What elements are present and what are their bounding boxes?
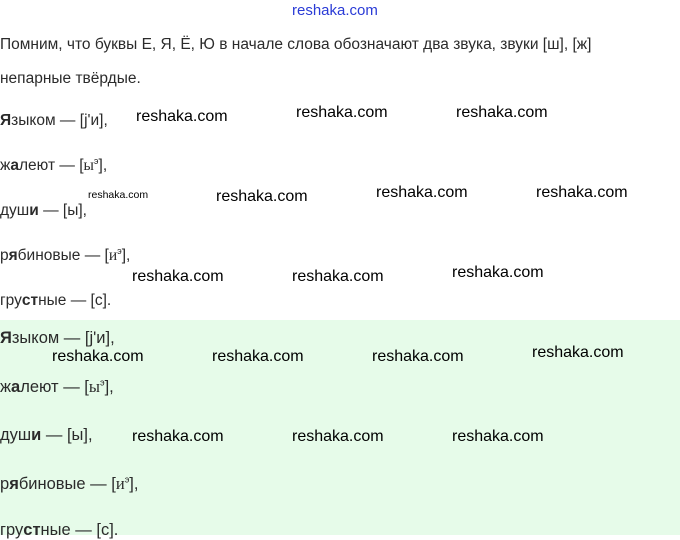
bracket: ] xyxy=(105,329,111,347)
bracket: ] xyxy=(129,475,134,493)
bracket: ] xyxy=(121,247,127,264)
dash: — xyxy=(70,521,97,539)
dash: — xyxy=(58,378,85,396)
watermark: reshaka.com xyxy=(52,348,144,365)
punct: , xyxy=(102,157,108,174)
transcription: ы xyxy=(71,426,84,444)
answer-line xyxy=(0,377,114,397)
transcription: и xyxy=(115,474,125,493)
word-start: душ xyxy=(0,202,30,219)
bracket: ] xyxy=(78,202,83,219)
answer-line xyxy=(0,329,115,348)
bracket: [ xyxy=(84,329,90,347)
intro-line-2: непарные твёрдые. xyxy=(0,70,141,87)
transcription-sup: э xyxy=(99,377,105,388)
word-start: гру xyxy=(0,292,22,309)
bracket: [ xyxy=(104,247,109,264)
word-line xyxy=(0,247,130,265)
word-accent: Я xyxy=(0,329,12,347)
dash: — xyxy=(55,112,80,129)
dash: — xyxy=(59,329,85,347)
word-accent: Я xyxy=(0,112,12,129)
transcription: с xyxy=(100,521,110,539)
site-logo[interactable]: reshaka.com xyxy=(292,2,378,19)
transcription: и xyxy=(108,247,118,264)
word-accent: я xyxy=(8,247,18,264)
bracket: [ xyxy=(111,475,116,493)
word-line xyxy=(0,157,107,175)
dash: — xyxy=(80,247,105,264)
bracket: [ xyxy=(84,378,89,396)
word-accent: и xyxy=(31,426,42,444)
punct: , xyxy=(110,329,115,347)
word-accent: а xyxy=(11,378,21,396)
watermark: reshaka.com xyxy=(452,264,544,281)
punct: , xyxy=(109,378,114,396)
intro-line-1: Помним, что буквы Е, Я, Ё, Ю в начале слова обозначают два звука, звуки [ш], [ж] xyxy=(0,36,592,53)
transcription-sup: э xyxy=(93,155,99,166)
word-rest: ные xyxy=(38,292,67,309)
transcription-sup: э xyxy=(117,245,122,256)
bracket: [ xyxy=(79,157,84,174)
word-start: душ xyxy=(0,426,32,444)
bracket: ] xyxy=(99,112,104,129)
word-rest: леют xyxy=(20,378,59,396)
word-accent: ст xyxy=(23,521,41,539)
bracket: ] xyxy=(98,157,103,174)
punct: . xyxy=(113,521,119,539)
dash: — xyxy=(85,475,112,493)
bracket: [ xyxy=(90,292,95,309)
word-accent: и xyxy=(29,202,39,219)
transcription: ы xyxy=(88,377,100,396)
transcription: j'и xyxy=(89,329,106,347)
watermark: reshaka.com xyxy=(296,104,388,121)
watermark: reshaka.com xyxy=(136,108,228,125)
word-line xyxy=(0,292,111,310)
watermark: reshaka.com xyxy=(456,104,548,121)
intro-text xyxy=(0,28,680,96)
punct: . xyxy=(106,292,112,309)
dash: — xyxy=(38,202,63,219)
punct: , xyxy=(126,247,131,264)
word-start: р xyxy=(0,247,9,264)
bracket: ] xyxy=(83,426,88,444)
word-rest: леют xyxy=(19,157,56,174)
transcription: j'и xyxy=(84,112,100,129)
answer-line xyxy=(0,426,93,445)
dash: — xyxy=(55,157,80,174)
punct: , xyxy=(82,202,87,219)
word-rest: ные xyxy=(40,521,71,539)
word-rest: зыком xyxy=(11,112,56,129)
word-rest: биновые xyxy=(17,247,81,264)
watermark: reshaka.com xyxy=(292,268,384,285)
word-accent: а xyxy=(10,157,19,174)
answer-line xyxy=(0,521,118,540)
bracket: [ xyxy=(62,202,68,219)
bracket: ] xyxy=(102,292,107,309)
bracket: ] xyxy=(109,521,114,539)
transcription: ы xyxy=(67,202,79,219)
watermark: reshaka.com xyxy=(292,428,384,445)
word-line xyxy=(0,202,87,220)
word-start: ж xyxy=(0,157,11,174)
transcription: с xyxy=(94,292,103,309)
punct: , xyxy=(103,112,108,129)
watermark: reshaka.com xyxy=(452,428,544,445)
watermark: reshaka.com xyxy=(212,348,304,365)
watermark: reshaka.com xyxy=(536,184,628,201)
watermark: reshaka.com xyxy=(132,428,224,445)
watermark: reshaka.com xyxy=(132,268,224,285)
bracket: ] xyxy=(104,378,110,396)
transcription: ы xyxy=(83,157,94,174)
transcription-sup: э xyxy=(124,474,130,485)
dash: — xyxy=(41,426,67,444)
watermark: reshaka.com xyxy=(216,188,308,205)
punct: , xyxy=(88,426,93,444)
bracket: [ xyxy=(96,521,101,539)
word-rest: зыком xyxy=(11,329,60,347)
watermark: reshaka.com xyxy=(532,344,624,361)
punct: , xyxy=(133,475,139,493)
word-start: р xyxy=(0,475,10,493)
word-accent: ст xyxy=(21,292,39,309)
word-rest: биновые xyxy=(18,475,86,493)
word-start: ж xyxy=(0,378,12,396)
dash: — xyxy=(66,292,91,309)
bracket: [ xyxy=(66,426,72,444)
word-start: гру xyxy=(0,521,24,539)
word-accent: я xyxy=(9,475,19,493)
watermark: reshaka.com xyxy=(88,189,149,201)
word-line xyxy=(0,112,108,130)
watermark: reshaka.com xyxy=(376,184,468,201)
bracket: [ xyxy=(79,112,85,129)
answer-line xyxy=(0,474,138,494)
watermark: reshaka.com xyxy=(372,348,464,365)
